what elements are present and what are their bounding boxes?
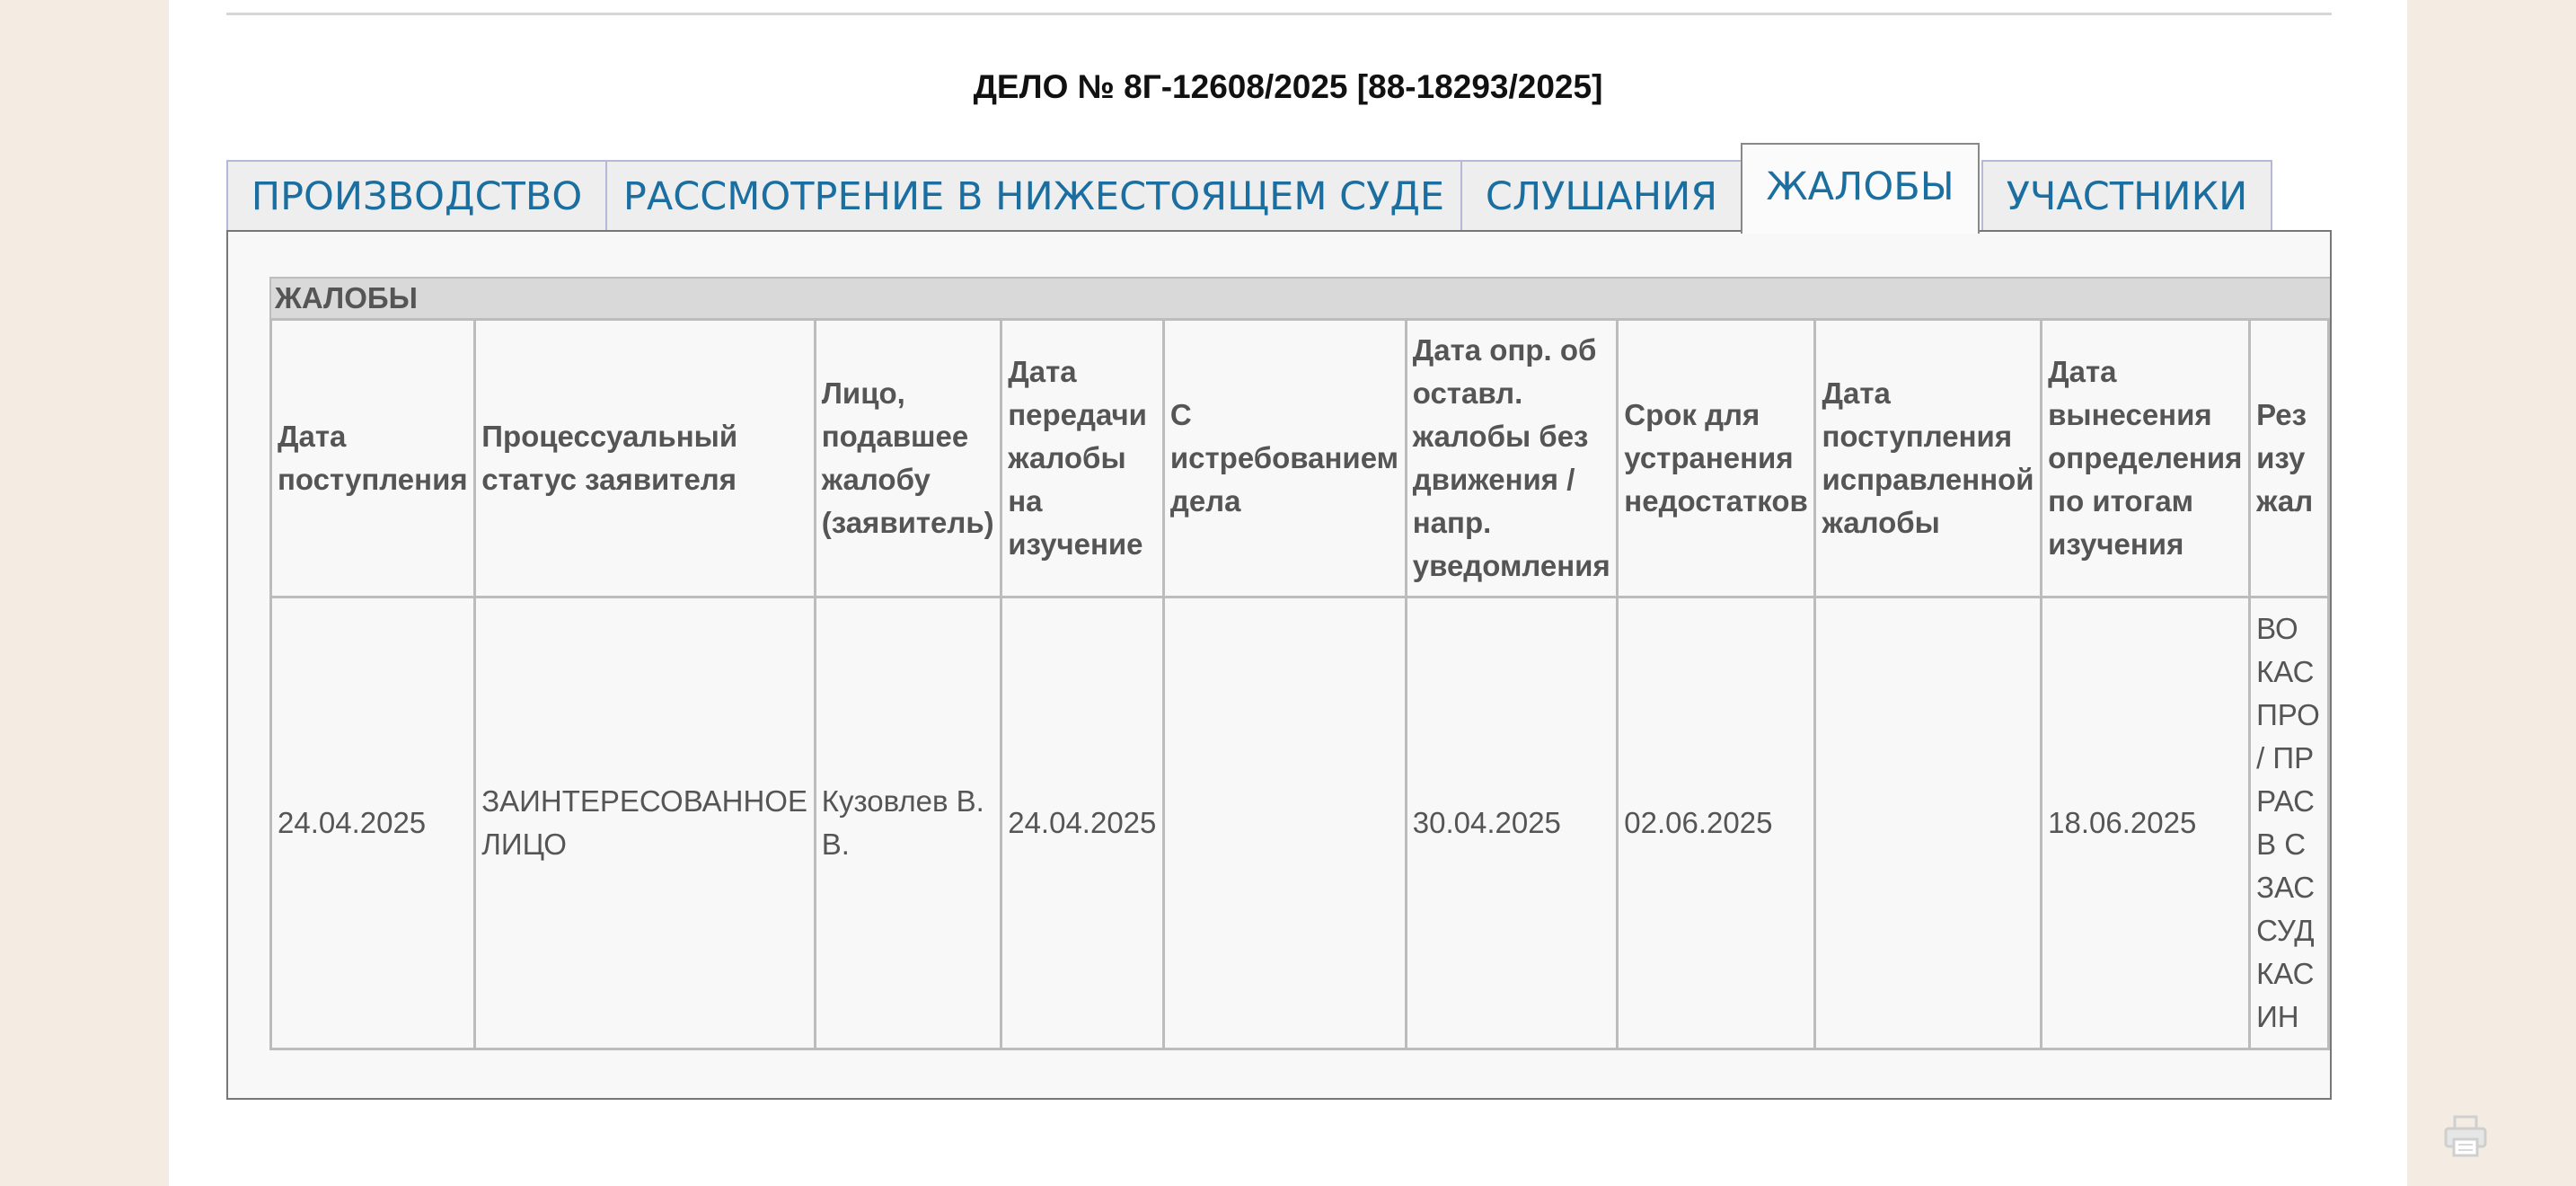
header-left-without-motion-date: Дата опр. об оставл. жалобы без движения / напр. уведомления bbox=[1406, 320, 1618, 597]
header-ruling-date: Дата вынесения определения по итогам изучения bbox=[2042, 320, 2250, 597]
cell-date-received: 24.04.2025 bbox=[271, 597, 475, 1049]
header-date-received: Дата поступления bbox=[271, 320, 475, 597]
cell-left-without-motion-date: 30.04.2025 bbox=[1406, 597, 1618, 1049]
top-divider bbox=[226, 13, 2332, 15]
table-header-row bbox=[271, 320, 2329, 597]
header-result: Рез изу жал bbox=[2250, 320, 2329, 597]
cell-transfer-date: 24.04.2025 bbox=[1001, 597, 1164, 1049]
header-applicant: Лицо, подавшее жалобу (заявитель) bbox=[815, 320, 1001, 597]
table-row bbox=[271, 597, 2329, 1049]
cell-result: ВО КАС ПРО / ПР РАС В С ЗАС СУД КАС ИН bbox=[2250, 597, 2329, 1049]
header-transfer-date: Дата передачи жалобы на изучение bbox=[1001, 320, 1164, 597]
tab-production[interactable]: ПРОИЗВОДСТВО bbox=[226, 160, 607, 232]
header-corrected-complaint-date: Дата поступления исправленной жалобы bbox=[1815, 320, 2042, 597]
section-header: ЖАЛОБЫ bbox=[269, 277, 2332, 320]
cell-corrected-complaint-date bbox=[1815, 597, 2042, 1049]
cell-ruling-date: 18.06.2025 bbox=[2042, 597, 2250, 1049]
tab-lower-court[interactable]: РАССМОТРЕНИЕ В НИЖЕСТОЯЩЕМ СУДЕ bbox=[605, 160, 1462, 232]
header-case-request: С истребованием дела bbox=[1163, 320, 1406, 597]
cell-case-request bbox=[1163, 597, 1406, 1049]
header-procedural-status: Процессуальный статус заявителя bbox=[475, 320, 816, 597]
cell-deficiency-deadline: 02.06.2025 bbox=[1618, 597, 1815, 1049]
page-container bbox=[169, 0, 2407, 1186]
header-deficiency-deadline: Срок для устранения недостатков bbox=[1618, 320, 1815, 597]
complaints-table bbox=[269, 318, 2330, 1050]
cell-applicant: Кузовлев В. В. bbox=[815, 597, 1001, 1049]
tab-panel bbox=[226, 230, 2332, 1100]
tab-hearings[interactable]: СЛУШАНИЯ bbox=[1460, 160, 1742, 232]
cell-procedural-status: ЗАИНТЕРЕСОВАННОЕ ЛИЦО bbox=[475, 597, 816, 1049]
case-title: ДЕЛО № 8Г-12608/2025 [88-18293/2025] bbox=[973, 68, 1603, 105]
tab-complaints[interactable]: ЖАЛОБЫ bbox=[1741, 143, 1980, 234]
tab-participants[interactable]: УЧАСТНИКИ bbox=[1981, 160, 2272, 232]
printer-icon[interactable] bbox=[2443, 1114, 2488, 1159]
